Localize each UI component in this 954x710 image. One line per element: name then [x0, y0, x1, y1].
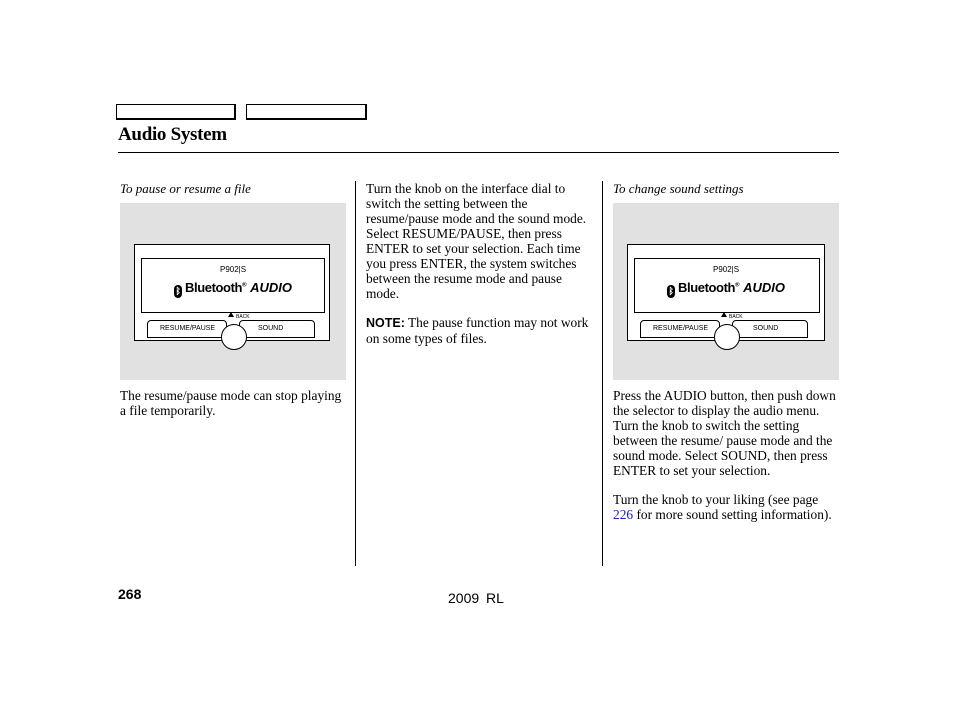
page-title: Audio System	[118, 124, 227, 145]
footer-model: 2009 RL	[448, 590, 504, 606]
back-arrow-icon	[228, 312, 234, 317]
note-text: The pause function may not work on some types of files.	[366, 315, 589, 346]
right-body-text	[613, 388, 841, 536]
back-arrow-icon	[721, 312, 727, 317]
note-label: NOTE:	[366, 316, 405, 330]
soft-key-resume-pause[interactable]: RESUME/PAUSE	[160, 325, 216, 332]
right-paragraph-1: Press the AUDIO button, then push down the selector to display the audio menu. Turn the knob to switch the setting between the resume/ pause mode and the sound mode. Select SOUND, then press ENTER to set your selection.	[613, 388, 836, 478]
selector-knob-icon[interactable]	[714, 324, 740, 350]
page-number: 268	[118, 586, 142, 602]
track-code: P902|S	[713, 265, 740, 274]
audio-display-panel	[627, 244, 825, 341]
right-illustration	[613, 203, 839, 380]
right-caption: To change sound settings	[613, 181, 744, 196]
right-paragraph-2: Turn the knob to your liking (see page 226 for more sound setting information).	[613, 492, 832, 522]
left-illustration	[120, 203, 346, 380]
page-link[interactable]: 226	[613, 507, 634, 522]
bluetooth-audio-label: ᛒ Bluetooth® AUDIO	[175, 280, 292, 296]
back-label: BACK	[729, 314, 743, 320]
soft-key-resume-pause[interactable]: RESUME/PAUSE	[653, 325, 709, 332]
header-tab-1	[116, 104, 236, 120]
middle-body-text	[366, 181, 596, 360]
column-divider-1	[355, 181, 356, 566]
bluetooth-icon: ᛒ	[668, 286, 674, 296]
title-rule	[118, 152, 839, 153]
display-screen	[634, 258, 820, 313]
middle-paragraph: Turn the knob on the interface dial to switch the setting between the resume/pause mode and the sound mode. Select RESUME/PAUSE, then press ENTER to set your selection. Each time you press ENTER, the system switches between the resume mode and pause mode.	[366, 181, 587, 301]
soft-key-sound[interactable]: SOUND	[258, 325, 284, 332]
selector-knob-icon[interactable]	[221, 324, 247, 350]
audio-display-panel	[134, 244, 330, 341]
display-screen	[141, 258, 325, 313]
note-paragraph	[366, 315, 596, 346]
soft-key-sound[interactable]: SOUND	[753, 325, 779, 332]
column-divider-2	[602, 181, 603, 566]
header-tab-2	[246, 104, 367, 120]
left-caption: To pause or resume a file	[120, 181, 251, 196]
bluetooth-icon: ᛒ	[175, 286, 181, 296]
bluetooth-audio-label: ᛒ Bluetooth® AUDIO	[668, 280, 785, 296]
back-label: BACK	[236, 314, 250, 320]
left-body-text: The resume/pause mode can stop playing a file temporarily.	[120, 388, 342, 418]
track-code: P902|S	[220, 265, 247, 274]
